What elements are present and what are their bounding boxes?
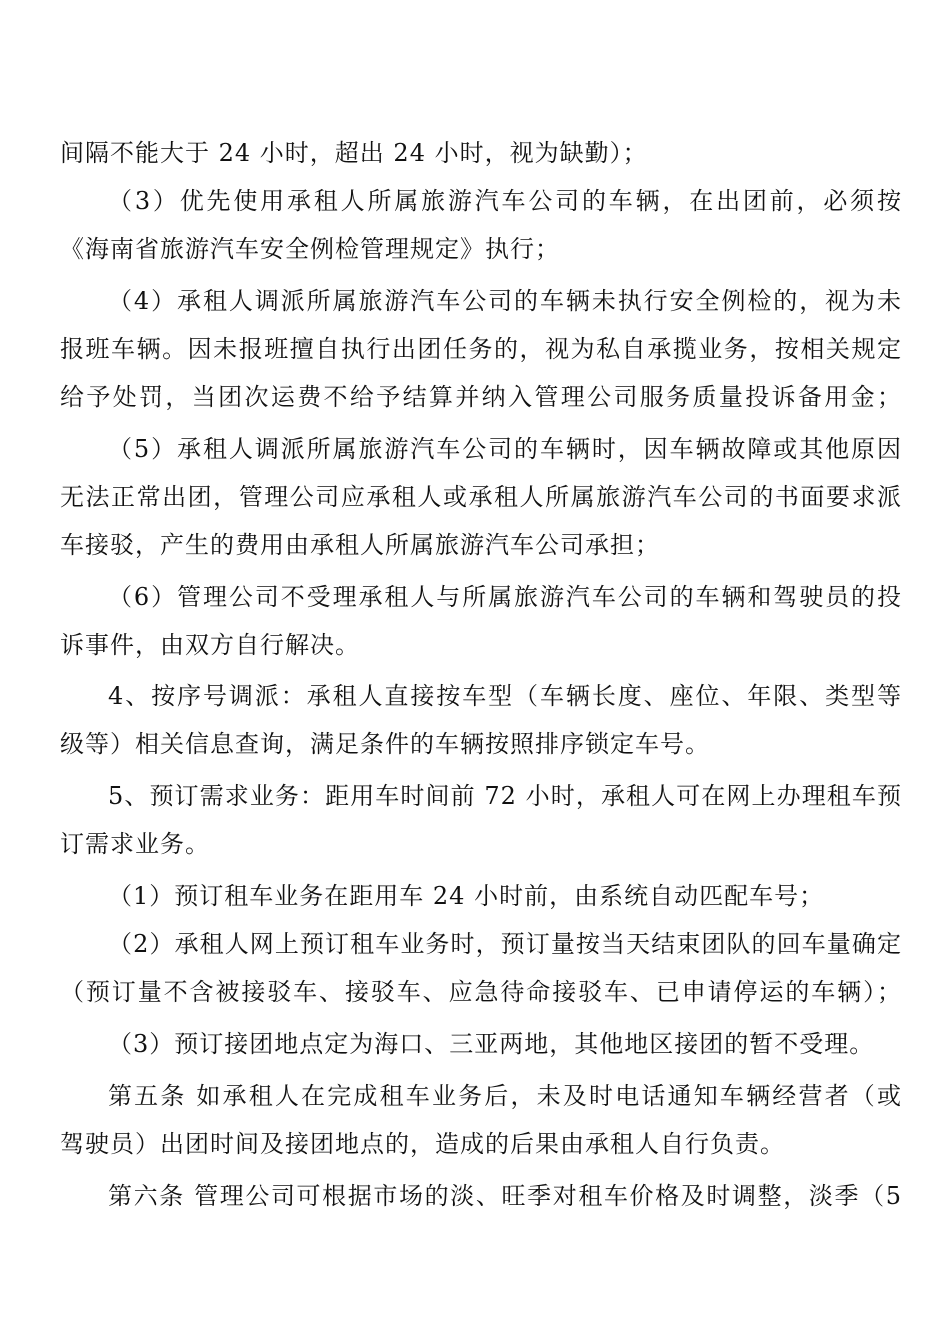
text-line-15: 订需求业务。: [60, 830, 210, 858]
text-line-4: （4）承租人调派所属旅游汽车公司的车辆未执行安全例检的，视为未: [108, 287, 902, 315]
text-line-21: 驾驶员）出团时间及接团地点的，造成的后果由承租人自行负责。: [60, 1130, 785, 1158]
text-line-5: 报班车辆。因未报班擅自执行出团任务的，视为私自承揽业务，按相关规定: [60, 335, 902, 363]
text-line-10: （6）管理公司不受理承租人与所属旅游汽车公司的车辆和驾驶员的投: [108, 583, 902, 611]
text-line-3: 《海南省旅游汽车安全例检管理规定》执行；: [60, 235, 560, 263]
text-line-6: 给予处罚，当团次运费不给予结算并纳入管理公司服务质量投诉备用金；: [60, 383, 902, 411]
text-line-19: （3）预订接团地点定为海口、三亚两地，其他地区接团的暂不受理。: [108, 1030, 875, 1058]
text-line-12: 4、按序号调派：承租人直接按车型（车辆长度、座位、年限、类型等: [108, 682, 902, 710]
text-line-2: （3）优先使用承租人所属旅游汽车公司的车辆，在出团前，必须按: [108, 187, 902, 215]
text-line-9: 车接驳，产生的费用由承租人所属旅游汽车公司承担；: [60, 531, 660, 559]
text-line-17: （2）承租人网上预订租车业务时，预订量按当天结束团队的回车量确定: [108, 930, 902, 958]
text-line-16: （1）预订租车业务在距用车 24 小时前，由系统自动匹配车号；: [108, 882, 825, 910]
text-line-11: 诉事件，由双方自行解决。: [60, 631, 360, 659]
text-line-14: 5、预订需求业务：距用车时间前 72 小时，承租人可在网上办理租车预: [108, 782, 902, 810]
text-line-7: （5）承租人调派所属旅游汽车公司的车辆时，因车辆故障或其他原因: [108, 435, 902, 463]
text-line-8: 无法正常出团，管理公司应承租人或承租人所属旅游汽车公司的书面要求派: [60, 483, 902, 511]
text-line-13: 级等）相关信息查询，满足条件的车辆按照排序锁定车号。: [60, 730, 710, 758]
text-line-20: 第五条 如承租人在完成租车业务后，未及时电话通知车辆经营者（或: [108, 1082, 902, 1110]
text-line-18: （预订量不含被接驳车、接驳车、应急待命接驳车、已申请停运的车辆）；: [60, 978, 902, 1006]
text-line-22: 第六条 管理公司可根据市场的淡、旺季对租车价格及时调整，淡季（5: [108, 1182, 902, 1210]
text-line-1: 间隔不能大于 24 小时，超出 24 小时，视为缺勤）；: [60, 139, 648, 167]
